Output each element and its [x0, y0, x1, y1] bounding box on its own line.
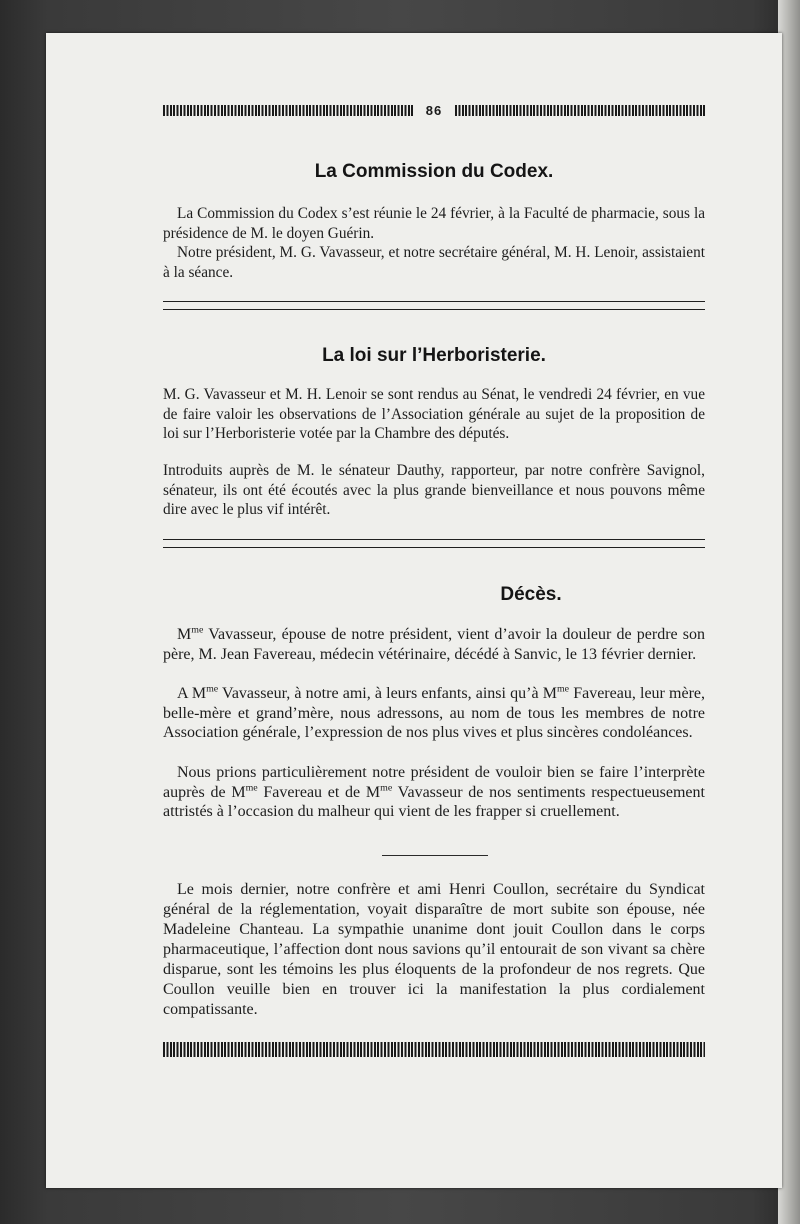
- codex-paragraph-2: Notre président, M. G. Vavasseur, et notre secrétaire général, M. H. Lenoir, assistaient à la séance.: [163, 244, 705, 281]
- section-title-deces: Décès.: [500, 584, 562, 605]
- page-header: [163, 103, 705, 117]
- short-separator: [382, 855, 488, 856]
- herboristerie-paragraph-2: Introduits auprès de M. le sénateur Dauthy, rapporteur, par notre confrère Savignol, sénateur, ils ont été écoutés avec la plus grande bienveillance et nous pouvons même dire avec le plus vif intérêt.: [163, 462, 705, 519]
- document-page: [46, 33, 782, 1188]
- section-title-herboristerie: La loi sur l’Herboristerie.: [322, 345, 546, 366]
- herboristerie-paragraph-1: M. G. Vavasseur et M. H. Lenoir se sont rendus au Sénat, le vendredi 24 février, en vue de faire valoir les observations de l’Association générale au sujet de la proposition de loi sur l’Herboristerie votée par la Chambre des députés.: [163, 386, 705, 443]
- page-footer-ornament: [163, 1042, 705, 1057]
- deces-p1-sup: me: [191, 624, 204, 636]
- deces-paragraph-2: [163, 684, 705, 743]
- deces-p1-post: Vavasseur, épouse de notre président, vient d’avoir la douleur de perdre son père, M. Jean Favereau, médecin vétérinaire, décédé à Sanvic, le 13 février dernier.: [163, 626, 705, 663]
- deces-paragraph-coullon: Le mois dernier, notre confrère et ami Henri Coullon, secrétaire du Syndicat général de la réglementation, voyait disparaître de mort subite son épouse, née Madeleine Chanteau. La sympathie unanime dont jouit Coullon dans le corps pharmaceutique, l’affection dont nous savions qu’il entourait de son vivant sa chère disparue, sont les témoins les plus éloquents de la profondeur de nos regrets. Que Coullon veuille bien en trouver ici la manifestation la plus cordialement compatissante.: [163, 881, 705, 1018]
- codex-paragraph-1: La Commission du Codex s’est réunie le 24 février, à la Faculté de pharmacie, sous la présidence de M. le doyen Guérin.: [163, 205, 705, 242]
- section-divider: [163, 301, 705, 310]
- deces-paragraph-1: [163, 625, 705, 664]
- section-title-codex: La Commission du Codex.: [314, 161, 554, 182]
- deces-p2-b: Vavasseur, à notre ami, à leurs enfants, ainsi qu’à M: [218, 685, 557, 702]
- deces-p2-sup1: me: [206, 683, 219, 695]
- header-ornament-left: [163, 105, 413, 116]
- deces-p1-pre: M: [177, 626, 192, 643]
- deces-p2-sup2: me: [556, 683, 570, 695]
- section-divider: [163, 539, 705, 548]
- deces-p3-a: Nous prions particulièrement notre président de vouloir bien se faire l’interprète auprès de M: [163, 764, 705, 801]
- header-ornament-right: [455, 105, 705, 116]
- deces-paragraph-3: [163, 763, 705, 822]
- deces-p3-sup2: me: [380, 782, 393, 794]
- deces-p2-a: A M: [177, 685, 207, 702]
- deces-p3-c: Vavasseur de nos sentiments respectueusement attristés à l’occasion du malheur qui vient de les frapper si cruellement.: [163, 783, 705, 821]
- page-number: 86: [425, 102, 443, 118]
- deces-p3-b: Favereau et de M: [257, 783, 381, 801]
- deces-p2-c: Favereau, leur mère, belle-mère et grand’mère, nous adressons, au nom de tous les membres de notre Association générale, l’expression de nos plus vives et plus sincères condoléances.: [163, 685, 706, 742]
- deces-p3-sup1: me: [245, 782, 258, 794]
